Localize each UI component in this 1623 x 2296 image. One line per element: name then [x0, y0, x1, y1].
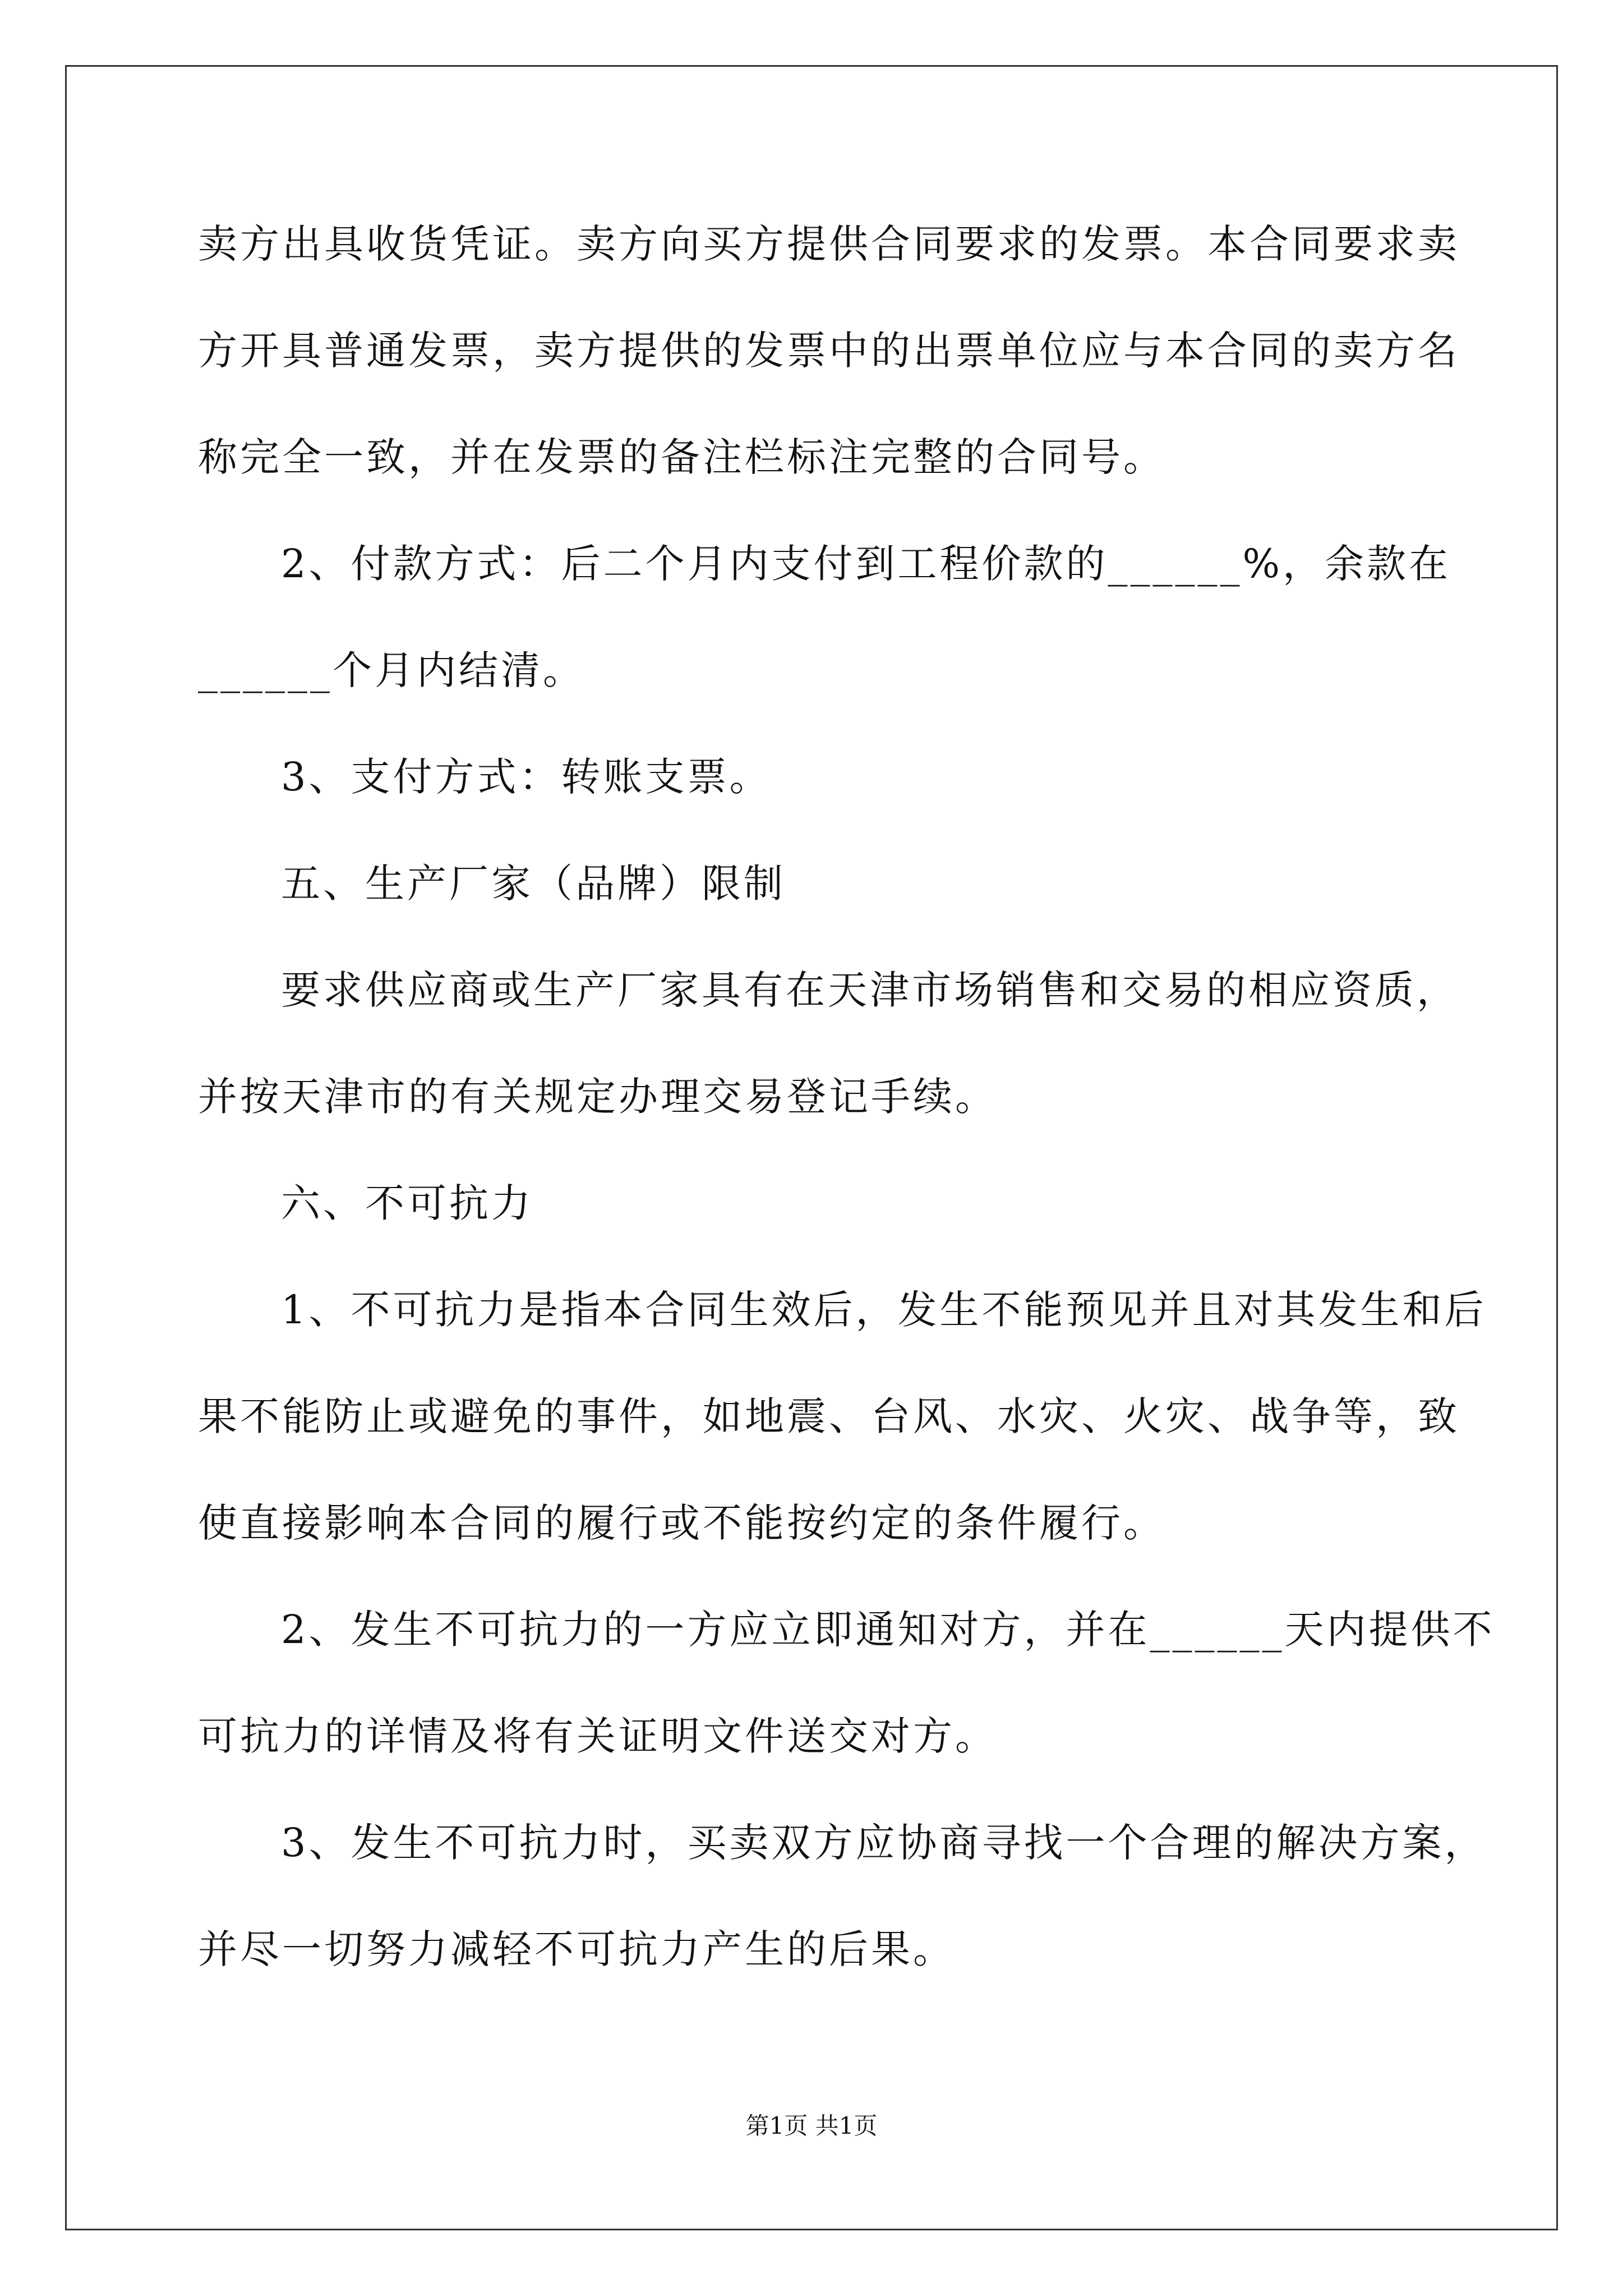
paragraph-line: 3、支付方式：转账支票。: [281, 754, 772, 800]
paragraph-line: 使直接影响本合同的履行或不能按约定的条件履行。: [198, 1500, 1165, 1546]
paragraph-line: 并按天津市的有关规定办理交易登记手续。: [198, 1074, 997, 1120]
paragraph-line: 果不能防止或避免的事件，如地震、台风、水灾、火灾、战争等，致: [198, 1393, 1460, 1439]
paragraph-line: 方开具普通发票，卖方提供的发票中的出票单位应与本合同的卖方名: [198, 328, 1460, 374]
paragraph-line: 1、不可抗力是指本合同生效后，发生不能预见并且对其发生和后: [281, 1287, 1487, 1333]
paragraph-line: ______个月内结清。: [198, 647, 585, 693]
section-heading: 六、不可抗力: [281, 1180, 533, 1226]
paragraph-line: 2、发生不可抗力的一方应立即通知对方，并在______天内提供不: [281, 1607, 1495, 1653]
paragraph-line: 要求供应商或生产厂家具有在天津市场销售和交易的相应资质，: [281, 967, 1459, 1013]
paragraph-line: 卖方出具收货凭证。卖方向买方提供合同要求的发票。本合同要求卖: [198, 221, 1460, 267]
paragraph-line: 可抗力的详情及将有关证明文件送交对方。: [198, 1713, 997, 1759]
paragraph-line: 并尽一切努力减轻不可抗力产生的后果。: [198, 1926, 955, 1972]
paragraph-line: 称完全一致，并在发票的备注栏标注完整的合同号。: [198, 434, 1165, 480]
paragraph-line: 3、发生不可抗力时，买卖双方应协商寻找一个合理的解决方案，: [281, 1820, 1487, 1866]
page-number-footer: 第1页 共1页: [745, 2112, 878, 2139]
page-border: [65, 65, 1558, 2230]
section-heading: 五、生产厂家（品牌）限制: [281, 861, 786, 907]
paragraph-line: 2、付款方式：后二个月内支付到工程价款的______%，余款在: [281, 541, 1451, 587]
